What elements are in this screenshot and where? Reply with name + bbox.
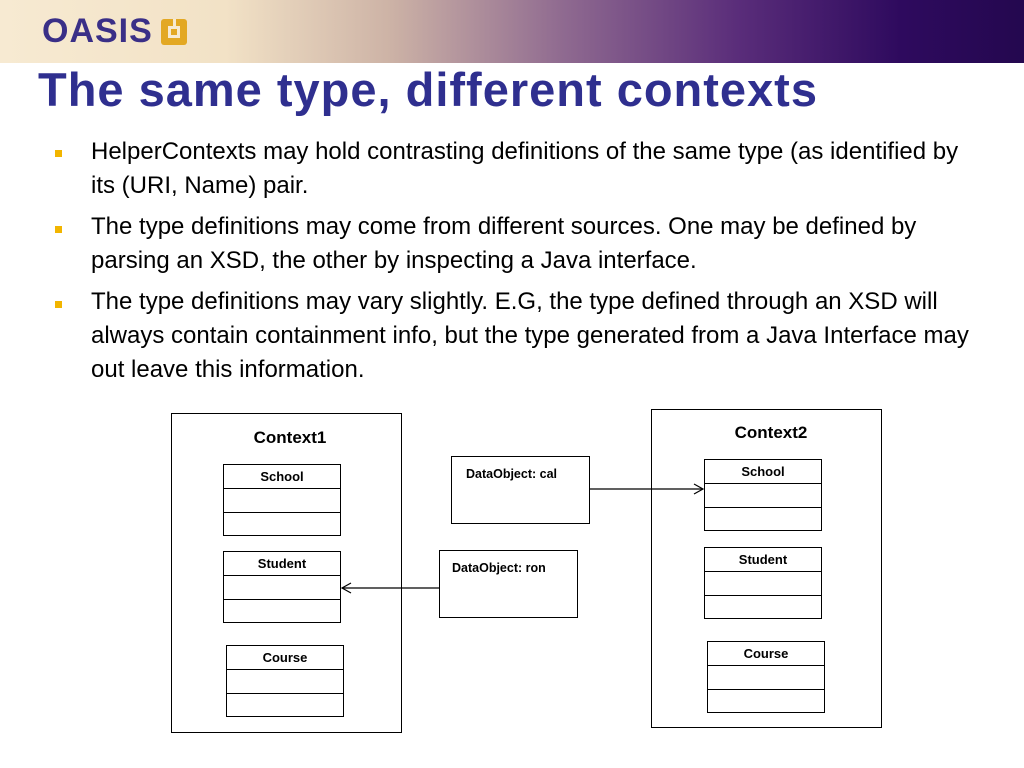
- class-name: Course: [226, 645, 344, 669]
- class-name: School: [704, 459, 822, 483]
- class-name: School: [223, 464, 341, 488]
- bullet-item: HelperContexts may hold contrasting definitions of the same type (as identified by its (URI, Name) pair.: [91, 138, 959, 199]
- bullet-item: The type definitions may come from different sources. One may be defined by parsing an XSD, the other by inspecting a Java interface.: [91, 213, 917, 274]
- arrow-ron-to-context1-student: [342, 583, 439, 593]
- dataobject-cal-label: DataObject: cal: [466, 467, 558, 481]
- class-name: Student: [223, 551, 341, 575]
- class-name: Course: [707, 641, 825, 665]
- context2-label: Context2: [734, 423, 808, 442]
- bullet-item: The type definitions may vary slightly. E.G, the type defined through an XSD will always contain containment info, but the type generated from a Java Interface may out leave this information.: [91, 288, 969, 383]
- logo-text: OASIS: [42, 12, 153, 50]
- context1-label: Context1: [253, 428, 327, 447]
- arrow-cal-to-context2-school: [590, 484, 703, 494]
- slide-title: The same type, different contexts: [38, 63, 818, 116]
- class-name: Student: [704, 547, 822, 571]
- dataobject-ron-label: DataObject: ron: [452, 561, 546, 575]
